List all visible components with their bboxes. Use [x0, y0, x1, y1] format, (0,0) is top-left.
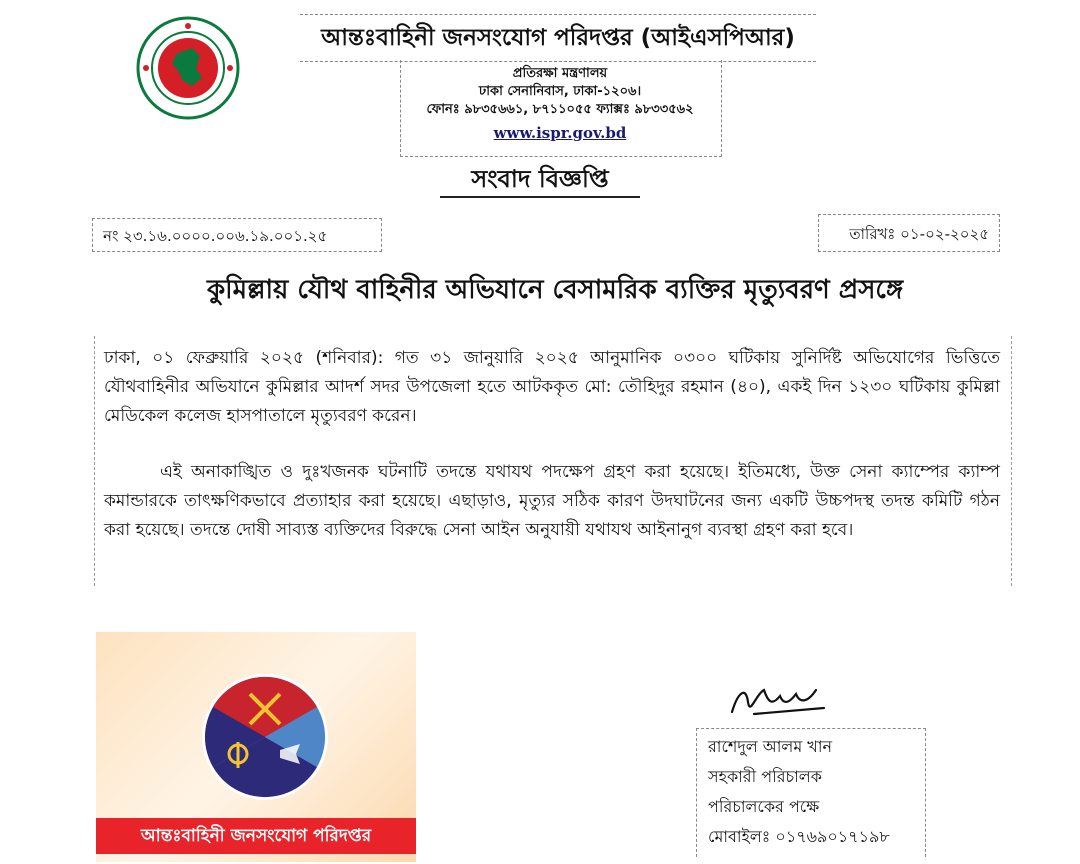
- armed-forces-emblem-icon: [200, 672, 330, 802]
- bangladesh-government-seal-icon: [136, 16, 240, 120]
- release-date: তারিখঃ ০১-০২-২০২৫: [818, 214, 1000, 252]
- reference-number: নং ২৩.১৬.০০০০.০০৬.১৯.০০১.২৫: [92, 218, 382, 252]
- address: ঢাকা সেনানিবাস, ঢাকা-১২০৬।: [478, 84, 642, 99]
- handwritten-signature-icon: [724, 672, 834, 732]
- phone-fax: ফোনঃ ৯৮৩৫৬৬১, ৮৭১১০৫৫ ফ্যাক্সঃ ৯৮৩৩৫৬২: [426, 102, 694, 117]
- signatory-mobile: মোবাইলঃ ০১৭৬৯০১৭১৯৮: [708, 827, 890, 846]
- ministry-name: প্রতিরক্ষা মন্ত্রণালয়: [512, 66, 608, 81]
- website-link[interactable]: www.ispr.gov.bd: [493, 124, 627, 142]
- org-title: আন্তঃবাহিনী জনসংযোগ পরিদপ্তর (আইএসপিআর): [300, 14, 816, 62]
- headline: কুমিল্লায় যৌথ বাহিনীর অভিযানে বেসামরিক ব্যক্তির মৃত্যুবরণ প্রসঙ্গে: [206, 275, 904, 305]
- signatory-on-behalf: পরিচালকের পক্ষে: [708, 797, 820, 816]
- ispr-logo-panel: [96, 632, 416, 862]
- signatory-title: সহকারী পরিচালক: [708, 767, 822, 786]
- press-release-title: সংবাদ বিজ্ঞপ্তি: [440, 162, 640, 198]
- body-paragraph-1: ঢাকা, ০১ ফেব্রুয়ারি ২০২৫ (শনিবার): গত ৩১ জানুয়ারি ২০২৫ আনুমানিক ০৩০০ ঘটিকায় সুনির্দিষ্ট অভিযোগের ভিত্তিতে যৌথবাহিনীর অভিযানে কুমিল্লার আদর্শ সদর উপজেলা হতে আটককৃত মো: তৌহিদুর রহমান (৪০), একই দিন ১২৩০ ঘটিকায় কুমিল্লা মেডিকেল কলেজ হাসপাতালে মৃত্যুবরণ করেন।: [104, 348, 1000, 426]
- body-paragraph-2: এই অনাকাঙ্খিত ও দুঃখজনক ঘটনাটি তদন্তে যথাযথ পদক্ষেপ গ্রহণ করা হয়েছে। ইতিমধ্যে, উক্ত সেনা ক্যাম্পের ক্যাম্প কমান্ডারকে তাৎক্ষণিকভাবে প্রত্যাহার করা হয়েছে। এছাড়াও, মৃত্যুর সঠিক কারণ উদঘাটনের জন্য একটি উচ্চপদস্থ তদন্ত কমিটি গঠন করা হয়েছে। তদন্তে দোষী সাব্যস্ত ব্যক্তিদের বিরুদ্ধে সেনা আইন অনুযায়ী যথাযথ আইনানুগ ব্যবস্থা গ্রহণ করা হবে।: [104, 462, 1000, 540]
- logo-banner: আন্তঃবাহিনী জনসংযোগ পরিদপ্তর: [96, 818, 416, 854]
- signatory-name: রাশেদুল আলম খান: [708, 737, 833, 756]
